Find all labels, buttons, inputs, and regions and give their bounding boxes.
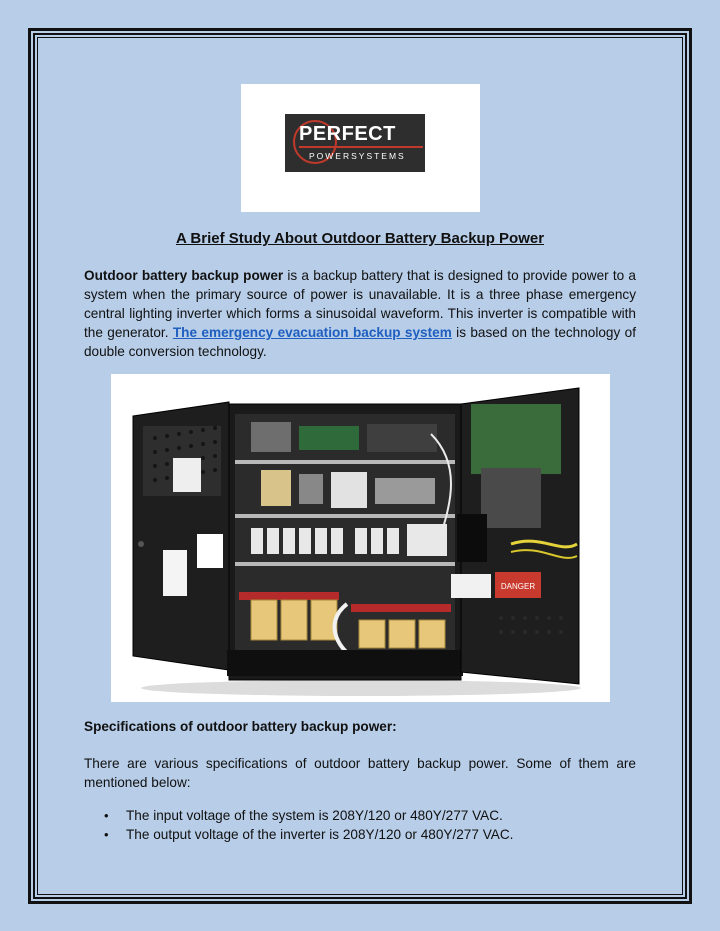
list-item: • The input voltage of the system is 208Y/120 or 480Y/277 VAC. [104,806,624,825]
specs-intro: There are various specifications of outdoor battery backup power. Some of them are mentioned below: [84,756,636,790]
intro-text-after-link: is based on the technology of double conversion technology. [84,325,637,359]
company-logo [241,84,480,212]
logo-subtitle: POWERSYSTEMS [309,151,406,161]
list-item: • The output voltage of the inverter is 208Y/120 or 480Y/277 VAC. [104,825,624,844]
logo-wordmark: PERFECT [299,123,396,145]
inverter-cabinet-photo [111,374,610,702]
specs-list [104,806,624,844]
logo-divider [299,146,423,148]
evacuation-system-link[interactable]: The emergency evacuation backup system [172,325,452,340]
inverter-cabinet-illustration [111,374,610,702]
logo-plate [285,114,425,172]
intro-text-before-link: is a backup battery that is designed to provide power to a system when the primary source of power is unavailable. It is a three phase emergency central lighting inverter which forms a sinusoidal waveform. This inverter is compatible with the generator. [84,268,636,340]
danger-label: DANGER [500,582,536,591]
specs-heading: Specifications of outdoor battery backup power: [84,719,397,734]
intro-paragraph [84,266,636,361]
intro-bold-lead: Outdoor battery backup power [84,268,284,283]
document-title: A Brief Study About Outdoor Battery Backup Power [175,230,545,247]
